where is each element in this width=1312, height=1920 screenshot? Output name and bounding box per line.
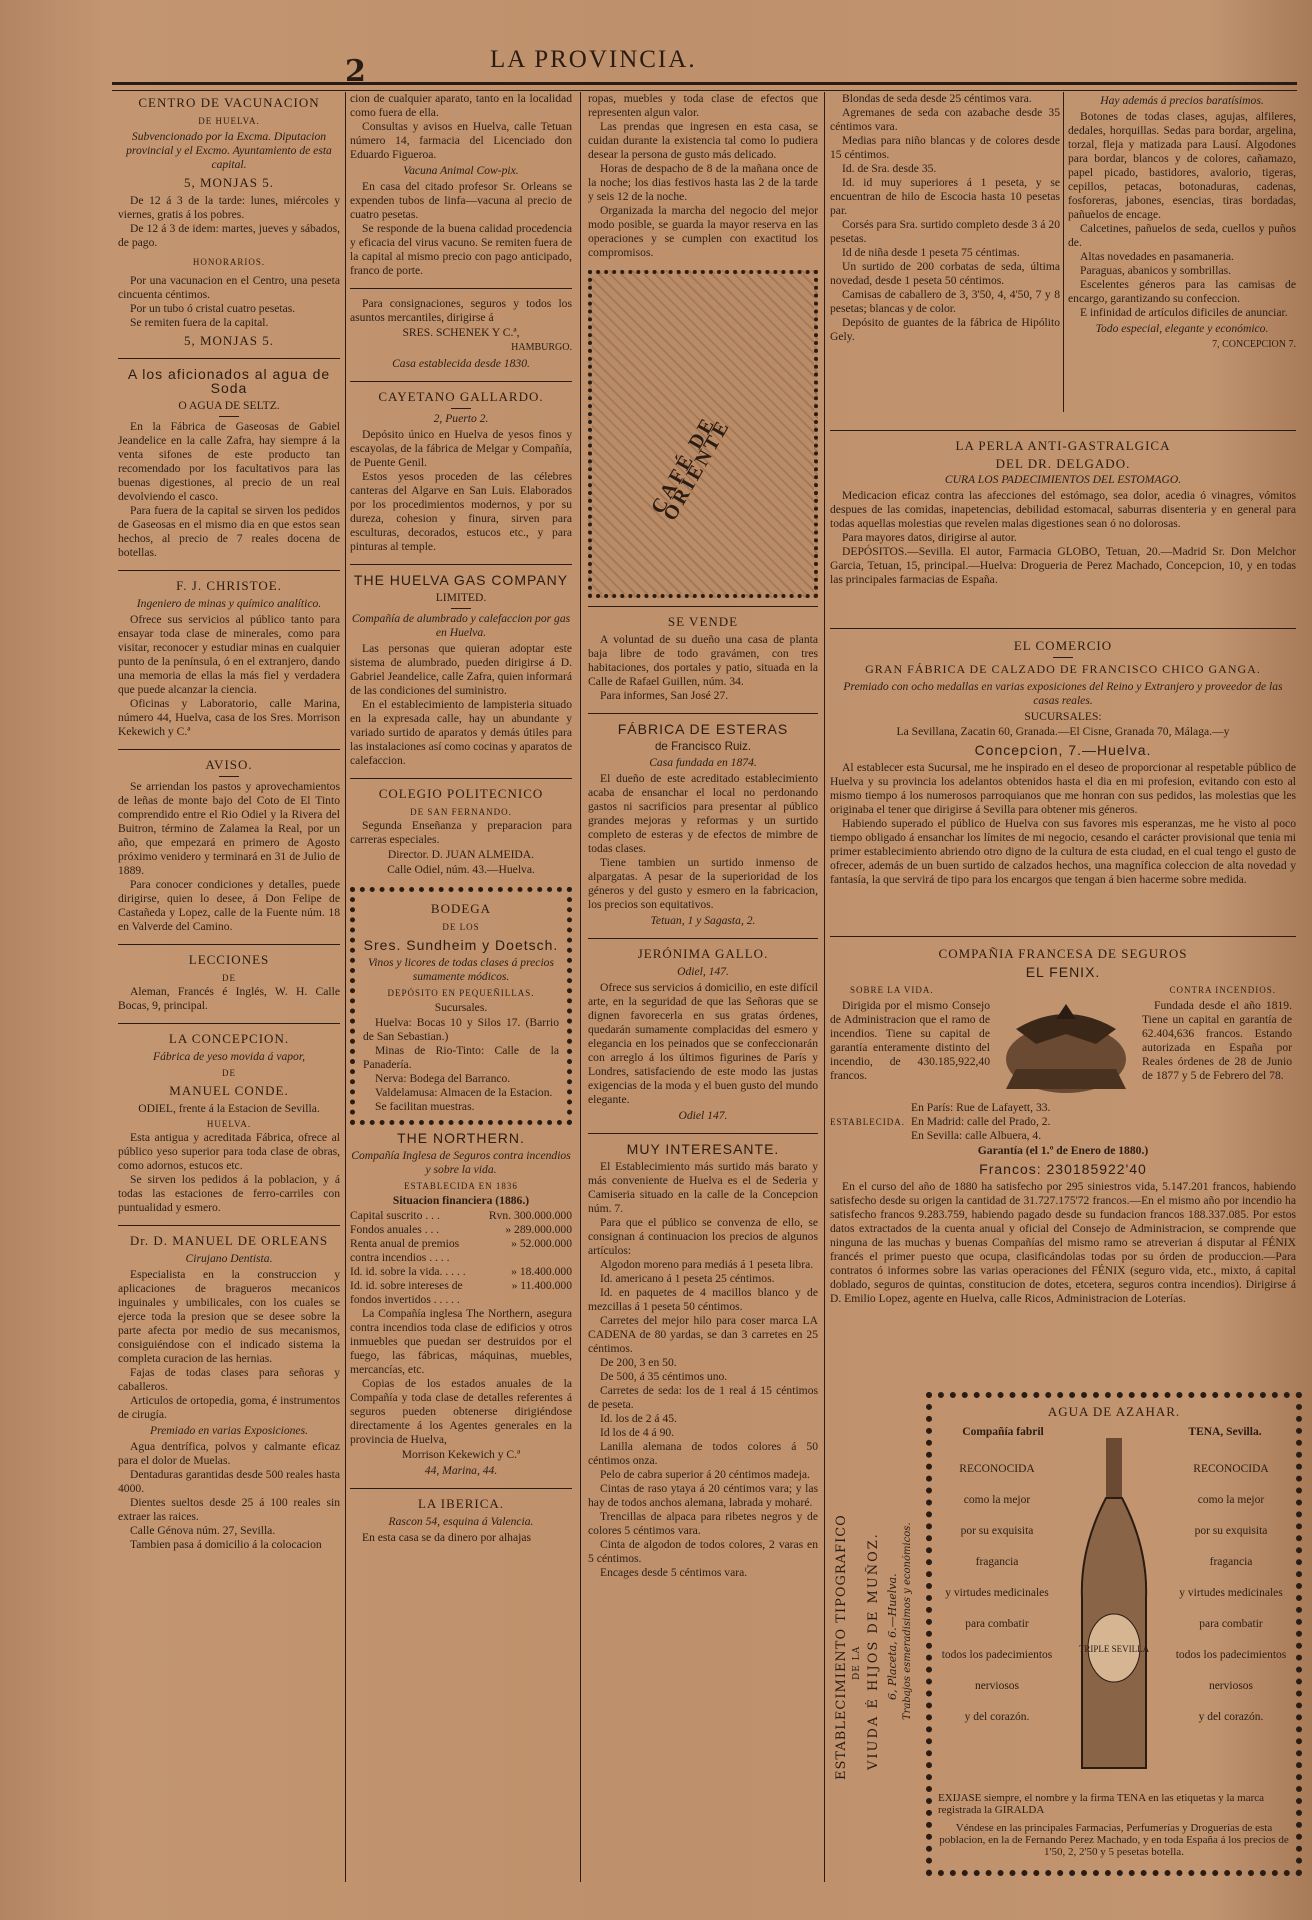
se-vende-ad (588, 615, 818, 703)
iberica-ad (350, 1497, 572, 1545)
aviso-ad (118, 758, 340, 934)
ad-subtitle: DE SAN FERNANDO. (410, 807, 512, 817)
imprenta-line-4: 6, Placeta, 6.—Huelva. (886, 1573, 899, 1700)
ad-note: Casa establecida desde 1830. (392, 357, 530, 370)
orleans-ad (118, 1234, 340, 1552)
ad-address: En París: Rue de Lafayett, 33. (911, 1101, 1051, 1114)
ad-title: MUY INTERESANTE. (626, 1141, 780, 1157)
price-list (588, 1258, 818, 1580)
row-label: Id. id. sobre intereses de fondos invertidos . . . . . (350, 1279, 463, 1306)
ad-text: En la Fábrica de Gaseosas de Gabiel Jeandelice en la calle Zafra, hay siempre á la venta sifones de este producto tan recomendado por los facultativos para las buenas digestiones, al precio de un real devolviendo el casco. (118, 420, 340, 503)
divider (118, 1023, 340, 1024)
dash (1053, 657, 1073, 658)
ad-subtitle: DE (222, 1068, 236, 1078)
ad-text: Depósito único en Huelva de yesos finos y escayolas, de la fábrica de Melgar y Compañía, de Puente Genil. (350, 428, 572, 469)
ad-text: En casa del citado profesor Sr. Orleans se expenden tubos de linfa—vacuna al precio de cuatro pesetas. (350, 180, 572, 221)
muy-interesante-ad (588, 1142, 818, 1580)
ad-name: MANUEL CONDE. (169, 1083, 289, 1098)
ad-text: Huelva: Bocas 10 y Silos 17. (Barrio de San Sebastian.) (363, 1016, 559, 1043)
ad-text: Organizada la marcha del negocio del mejor modo posible, se guarda la mayor reserva en las operaciones y se cumplen con exactitud los compromisos. (588, 204, 818, 259)
ad-text: Dientes sueltos desde 25 á 100 reales sin extraer las raices. (118, 1496, 340, 1523)
list-item: Pelo de cabra superior á 20 céntimos madeja. (600, 1468, 810, 1481)
price-list (830, 92, 1060, 344)
ad-title: SE VENDE (667, 614, 739, 629)
ad-subtitle: Cirujano Dentista. (185, 1252, 273, 1265)
masthead-title: LA PROVINCIA. (490, 46, 697, 73)
ad-text: La Compañía inglesa The Northern, asegura contra incendios toda clase de edificios y otros inmuebles que puedan ser destruidos por el fuego, las fábricas, máquinas, muebles, mercancías, etc. (350, 1307, 572, 1376)
divider (118, 1225, 340, 1226)
fenix-ad (830, 936, 1296, 1306)
imprenta-line-1: ESTABLECIMIENTO TIPOGRAFICO (834, 1514, 849, 1780)
ad-heading: DEPÓSITO EN PEQUEÑILLAS. (387, 988, 535, 998)
christoe-ad (118, 579, 340, 739)
ad-subtitle: Compañía Inglesa de Seguros contra incendios y sobre la vida. (351, 1149, 571, 1176)
ad-title: BODEGA (430, 901, 492, 916)
ad-name: SRES. SCHENEK Y C.ª, (402, 326, 520, 339)
gallo-ad (588, 947, 818, 1123)
ad-subtitle: de Francisco Ruiz. (654, 740, 751, 753)
ad-text: Se facilitan muestras. (375, 1100, 475, 1113)
ad-text: Consultas y avisos en Huelva, calle Tetuan número 14, farmacia del Licenciado don Eduardo Figueroa. (350, 120, 572, 161)
list-item: como la mejor (963, 1494, 1031, 1506)
list-item: y del corazón. (1198, 1711, 1264, 1723)
ad-address: 5, MONJAS 5. (183, 175, 274, 190)
list-item: Cintas de raso ytaya á 20 céntimos vara; y las hay de todos anchos alemana, labrada y moharé. (588, 1482, 818, 1509)
ad-name: EL FENIX. (1025, 964, 1101, 980)
ad-title: A los aficionados al agua de Soda (127, 366, 331, 396)
ad-text: Medicacion eficaz contra las afecciones del estómago, sea dolor, acedia ó vinagres, vómitos despues de las comidas, inapetencias, debilidad estomacal, saburras disenteria y en general para todas aquellas molestias que revelen malas digestiones sean ó no dolorosas. (830, 489, 1296, 530)
ad-text: Las prendas que ingresen en esta casa, se cuidan durante la existencia tal como lo pudiera desear la persona de gusto más delicado. (588, 120, 818, 161)
row-label: Id. id. sobre la vida. . . . . (350, 1265, 466, 1278)
ad-text: Se sirven los pedidos á la poblacion, y á todas las estaciones de ferro-carriles con puntualidad y esmero. (118, 1173, 340, 1214)
list-item: Id. de Sra. desde 35. (842, 162, 937, 175)
agua-azahar-ad (926, 1392, 1302, 1876)
ad-text: Al establecer esta Sucursal, me he inspirado en el deseo de proporcionar al respetable público de Huelva y su provincia los adelantos obtenidos hasta el dia en mi profesion, evitando con esto al mismo tiempo á los numerosos parroquianos que me honran con sus pedidos, las molestias que les originaba el tener que dirigirse á Sevilla para obtener mis géneros. (830, 761, 1296, 816)
list-item: Depósito de guantes de la fábrica de Hipólito Gely. (830, 316, 1060, 343)
divider (350, 778, 572, 779)
bodega-ad (350, 887, 572, 1125)
dash (451, 408, 471, 409)
divider (350, 564, 572, 565)
ad-address: La Sevillana, Zacatin 60, Granada.—El Cisne, Granada 70, Málaga.—y (896, 725, 1230, 738)
table-row (350, 1279, 572, 1307)
ad-text: Tambien pasa á domicilio á la colocacion (130, 1538, 322, 1551)
ad-text: EXIJASE siempre, el nombre y la firma TENA en las etiquetas y la marca registrada la GIRALDA (938, 1792, 1265, 1816)
divider (350, 288, 572, 289)
ad-text: Dirigida por el mismo Consejo de Administracion que el ramo de incendios. Tiene su capital de garantía enteramente distinto del incendio, de 430.185,922,40 francos. (830, 999, 990, 1082)
gallardo-ad (350, 390, 572, 554)
comercio-ad (830, 628, 1296, 887)
row-value: » 11.400.000 (511, 1279, 572, 1292)
ad-text: El dueño de este acreditado establecimiento acaba de ensanchar el local no perdonando gastos ni sacrificios para presentar al público grandes mejoras y reformas y un surtido completo de esteras y de efectos de mimbre de todas clases. (588, 772, 818, 855)
ad-text: Se remiten fuera de la capital. (130, 316, 269, 329)
ad-amount: Francos: 230185922'40 (979, 1161, 1147, 1177)
ad-title: AGUA DE AZAHAR. (1047, 1404, 1181, 1419)
column-divider (345, 92, 346, 1882)
column-2 (350, 92, 572, 1882)
list-item: nerviosos (1208, 1680, 1254, 1692)
ad-subtitle: Fábrica de yeso movida á vapor, (153, 1050, 305, 1063)
divider (118, 358, 340, 359)
ad-text: E infinidad de artículos dificiles de anunciar. (1080, 306, 1288, 319)
soda-ad (118, 367, 340, 560)
ad-heading: Sucursales. (434, 1001, 488, 1014)
ad-heading: Hay además á precios baratísimos. (1100, 94, 1264, 107)
ad-subtitle: Ingeniero de minas y químico analítico. (136, 597, 322, 610)
ad-label: SOBRE LA VIDA. (850, 985, 934, 995)
ad-title: JERÓNIMA GALLO. (637, 946, 769, 961)
table-row (350, 1223, 572, 1237)
list-item: y del corazón. (964, 1711, 1030, 1723)
list-item: RECONOCIDA (959, 1463, 1035, 1475)
ad-title: LA CONCEPCION. (168, 1031, 290, 1046)
list-item: para combatir (965, 1618, 1029, 1630)
list-item: De 500, á 35 céntimos uno. (600, 1370, 728, 1383)
ad-text: Especialista en la construccion y aplicaciones de bragueros mecanicos inguinales y umbilicales, con los cuales se ejerce toda la presion que se desee sobre la parte afecta por medio de sus mecanismos, consiguiéndose con el indicado sistema la completa curacion de las hernias. (118, 1268, 340, 1365)
ad-text: Para mayores datos, dirigirse al autor. (842, 531, 1017, 544)
ad-heading: Garantía (el 1.º de Enero de 1880.) (977, 1144, 1149, 1157)
divider (588, 713, 818, 714)
ad-text: Tiene tambien un surtido inmenso de alpargatas. A pesar de la superioridad de los géneros y del gusto y esmero en la fabricacion, los precios son equitativos. (588, 856, 818, 911)
ad-title: COLEGIO POLITECNICO (378, 786, 544, 801)
ad-text: Premiado en varias Exposiciones. (150, 1424, 308, 1437)
orleans-continued (350, 92, 572, 278)
ad-subtitle: GRAN FÁBRICA DE CALZADO DE FRANCISCO CHICO GANGA. (865, 662, 1261, 676)
ad-text: Ofrece sus servicios á domicilio, en este difícil arte, en la seguridad de que las Señoras que se dignen favorecerla en sus gratas órdenes, quedarán sumamente complacidas del esmero y elegancia en los peinados que se confeccionarán con arreglo á los últimos figurines de París y Londres, satisfaciendo de este modo las justas exigencias de la moda y el buen gusto del mundo elegante. (588, 981, 818, 1106)
list-item: Lanilla alemana de todos colores á 50 céntimos onza. (588, 1440, 818, 1467)
ad-text: Por un tubo ó cristal cuatro pesetas. (130, 302, 296, 315)
ad-note: Subvencionado por la Excma. Diputacion provincial y el Excmo. Ayuntamiento de esta capital. (126, 130, 332, 171)
ad-text: Habiendo superado el público de Huelva con sus favores mis esperanzas, me he visto al poco tiempo obligado á ensanchar los límites de mi negocio, cesando el carácter provisional que tenia mi primer establecimiento abriendo otro digno de la cultura de esta ciudad, en el cual tengo el gusto de ofrecer, además de un buen surtido de calzados hechos, una magnífica coleccion de alta novedad y fantasía, la que servirá de tipo para los encargos que tengan á bien hacerme sobre medida. (830, 817, 1296, 886)
iberica-continued (588, 92, 818, 260)
ad-text: Director. D. JUAN ALMEIDA. (387, 848, 535, 861)
perla-ad (830, 430, 1296, 587)
northern-ad (350, 1131, 572, 1478)
divider (588, 606, 818, 607)
ad-subtitle: DE LOS (442, 922, 480, 932)
ad-text: Dentaduras garantidas desde 500 reales hasta 4000. (118, 1468, 340, 1495)
ad-title: CAYETANO GALLARDO. (378, 389, 544, 404)
list-item: Agremanes de seda con azabache desde 35 céntimos vara. (830, 106, 1060, 133)
ad-subtitle: O AGUA DE SELTZ. (178, 399, 280, 412)
ad-address: Odiel, 147. (677, 965, 729, 978)
vaccination-ad (118, 96, 340, 348)
ad-heading: TENA, Sevilla. (1188, 1426, 1262, 1438)
ad-text: Minas de Rio-Tinto: Calle de la Panadería. (363, 1044, 559, 1071)
ad-text: Para fuera de la capital se sirven los pedidos de Gaseosas en el mismo dia en que estos sean hechos, al precio de 7 reales docena de botellas. (118, 504, 340, 559)
ad-text: Agua dentrífica, polvos y calmante eficaz para el dolor de Muelas. (118, 1440, 340, 1467)
imprenta-line-2: DE LA (852, 1645, 862, 1680)
ad-text: Valdelamusa: Almacen de la Estacion. (375, 1086, 553, 1099)
ad-text: Para conocer condiciones y detalles, puede dirigirse, quien lo desee, á Don Felipe de Castañeda y Lopez, calle de la Fuente núm. 18 en Valverde del Camino. (118, 878, 340, 933)
list-item: Un surtido de 200 corbatas de seda, última novedad, desde 1 peseta 50 céntimos. (830, 260, 1060, 287)
divider (350, 381, 572, 382)
list-item: Algodon moreno para mediás á 1 peseta libra. (600, 1258, 814, 1271)
ad-agent: Morrison Kekewich y C.ª (401, 1448, 521, 1461)
list-item: nerviosos (974, 1680, 1020, 1692)
ad-text: Esta antigua y acreditada Fábrica, ofrece al público yeso superior para toda clase de obras, como adornos, estucos etc. (118, 1131, 340, 1172)
list-item: Camisas de caballero de 3, 3'50, 4, 4'50, 7 y 8 pesetas; blancas y de color. (830, 288, 1060, 315)
ad-note: Casa fundada en 1874. (649, 756, 757, 769)
ad-text: En el curso del año de 1880 ha satisfecho por 295 siniestros vida, 5.147.201 francos, habiendo satisfecho desde su origen la cantidad de 31.727.175'72 francos.—En el mismo año por incendio ha satisfecho francos 9.283.759, habiendo pagado desde su fundacion francos 188.337.085. Por estos datos extractados de la cuenta anual y oficial del Consejo de Administracion, se comprende que ninguna de las muchas y buenas Compañías del mismo ramo se atreverian á disputar al FÉNIX francés el primer puesto que ocupa, clasificándolas todas por su órden de produccion.—Para contratos ó informes sobre las varias operaciones del FÉNIX (seguro vida, etc., mixto, á capital doblado, seguros de quintas, constitucion de dotes, etcetera, seguros contra incendios). Dirigirse á D. Emilio Lopez, agente en Huelva, calle Ricos, Administracion de Loterías. (830, 1180, 1296, 1305)
ad-text: Escelentes géneros para las camisas de encargo, garantizando su confeccion. (1068, 278, 1296, 305)
ad-text: Para informes, San José 27. (600, 689, 729, 702)
list-item: todos los padecimientos (1175, 1649, 1287, 1661)
ad-address: Odiel 147. (678, 1109, 728, 1122)
ad-address: En Madrid: calle del Prado, 2. (911, 1115, 1051, 1128)
dash (219, 776, 239, 777)
list-item: Id. americano á 1 peseta 25 céntimos. (600, 1272, 775, 1285)
ad-text: Calle Génova núm. 27, Sevilla. (130, 1524, 276, 1537)
list-item: Encages desde 5 céntimos vara. (600, 1566, 748, 1579)
ad-name: Sres. Sundheim y Doetsch. (363, 937, 559, 953)
ad-text: Las personas que quieran adoptar este sistema de alumbrado, pueden dirigirse á D. Gabriel Jeandelice, calle Zafra, quien informará de las condiciones del suministro. (350, 642, 572, 697)
bottle-label: TRIPLE SEVILLA (1078, 1644, 1150, 1654)
ad-text: Segunda Enseñanza y preparacion para carreras especiales. (350, 819, 572, 846)
list-item: Carretes de seda: los de 1 real á 15 céntimos de peseta. (588, 1384, 818, 1411)
ad-address: 5, MONJAS 5. (183, 333, 274, 348)
ad-text: ropas, muebles y toda clase de efectos que representen algun valor. (588, 92, 818, 119)
financial-table (350, 1209, 572, 1307)
ad-text: En el establecimiento de lampisteria situado en la expresada calle, hay un abundante y variado surtido de aparatos y demás útiles para las instalaciones así como cocinas y aparatos de calefaccion. (350, 698, 572, 767)
ad-text: cion de cualquier aparato, tanto en la localidad como fuera de ella. (350, 92, 572, 119)
list-item: Trencillas de alpaca para ribetes negros y de colores 5 céntimos vara. (588, 1510, 818, 1537)
ad-title: LECCIONES (188, 952, 270, 967)
ad-text: Véndese en las principales Farmacias, Perfumerías y Droguerías de esta poblacion, en la de Fernando Perez Machado, y en toda España á los precios de 1'50, 2, 2'50 y 5 pesetas botella. (939, 1822, 1289, 1858)
ad-title: COMPAÑIA FRANCESA DE SEGUROS (938, 946, 1188, 961)
list-item: fragancia (975, 1556, 1019, 1568)
list-item: De 200, 3 en 50. (600, 1356, 677, 1369)
column-divider (580, 92, 581, 1882)
page-number: 2 (345, 54, 366, 89)
list-item: Blondas de seda desde 25 céntimos vara. (842, 92, 1032, 105)
ad-address: 44, Marina, 44. (424, 1464, 498, 1477)
column-divider (824, 92, 825, 1882)
row-value: » 52.000.000 (511, 1237, 572, 1250)
divider (118, 944, 340, 945)
list-item: Cinta de algodon de todos colores, 2 varas en 5 céntimos. (588, 1538, 818, 1565)
dash (219, 416, 239, 417)
row-value: » 18.400.000 (511, 1265, 572, 1278)
ad-heading: Compañía fabril (962, 1426, 1044, 1438)
ad-text: Horas de despacho de 8 de la mañana once de la noche; los dias festivos hasta las 2 de la tarde y seis 12 de la noche. (588, 162, 818, 203)
ad-text: Para que el público se convenza de ello, se consignan á continuacion los precios de algunos artículos: (588, 1216, 818, 1257)
ad-label: ESTABLECIDA. (830, 1117, 906, 1127)
ad-title: LA IBERICA. (417, 1496, 505, 1511)
ad-subtitle: Premiado con ocho medallas en varias exposiciones del Reino y Extranjero y proveedor de las casas reales. (843, 680, 1283, 707)
ad-address: 7, CONCEPCION 7. (1212, 339, 1296, 350)
ad-label: CONTRA INCENDIOS. (1169, 985, 1276, 995)
ad-column-right (1166, 1454, 1296, 1733)
divider (118, 570, 340, 571)
ad-text: Fajas de todas clases para señoras y caballeros. (118, 1366, 340, 1393)
imprenta-line-3: VIUDA É HIJOS DE MUÑOZ. (866, 1532, 881, 1770)
list-item: Medias para niño blancas y de colores desde 15 céntimos. (830, 134, 1060, 161)
ad-text: Fundada desde el año 1819. Tiene un capital en garantía de 62.404,636 francos. Estando autorizada en España por Reales órdenes de 28 de Junio de 1877 y 5 de Febrero del 78. (1142, 999, 1292, 1082)
ad-heading: SUCURSALES: (1024, 710, 1102, 723)
row-value: » 289.000.000 (505, 1223, 572, 1236)
ad-address: En Sevilla: calle Albuera, 4. (911, 1129, 1042, 1142)
ad-title: EL COMERCIO (1013, 638, 1113, 653)
ad-text: De 12 á 3 de la tarde: lunes, miércoles y viernes, gratis á los pobres. (118, 194, 340, 221)
ad-address: Concepcion, 7.—Huelva. (974, 742, 1152, 758)
ad-title: CENTRO DE VACUNACION (138, 95, 320, 110)
table-row (350, 1265, 572, 1279)
ad-title: AVISO. (205, 757, 253, 772)
ad-subtitle: Vacuna Animal Cow-pix. (403, 164, 519, 177)
esteras-ad (588, 722, 818, 928)
ad-text: DEPÓSITOS.—Sevilla. El autor, Farmacia GLOBO, Tetuan, 20.—Madrid Sr. Don Melchor Garcia, Tetuan, 15, principal.—Huelva: Drogueria de Perez Machado, Concepcion, 10, y en todas las principales farmacias de España. (830, 545, 1296, 586)
table-row (350, 1209, 572, 1223)
list-item: por su exquisita (1194, 1525, 1268, 1537)
list-item: Carretes del mejor hilo para coser marca LA CADENA de 80 yardas, se dan 3 carretes en 25 céntimos. (588, 1314, 818, 1355)
list-item: para combatir (1199, 1618, 1263, 1630)
ad-subtitle: Vinos y licores de todas clases á precios sumamente módicos. (367, 956, 554, 983)
ad-address: 2, Puerto 2. (433, 412, 489, 425)
ad-text: Todo especial, elegante y económico. (1095, 322, 1269, 335)
stamp-text: CAFÉ DE ORIENTE (646, 412, 735, 525)
cafe-stamp-ad (588, 270, 818, 598)
schenek-ad (350, 297, 572, 371)
ad-text: Paraguas, abanicos y sombrillas. (1080, 264, 1232, 277)
row-label: Renta anual de premios contra incendios . . . . (350, 1237, 460, 1264)
ad-text: Articulos de ortopedia, goma, é instrumentos de cirugía. (118, 1394, 340, 1421)
row-value: Rvn. 300.000.000 (488, 1209, 572, 1222)
list-item: como la mejor (1197, 1494, 1265, 1506)
column-1 (118, 92, 340, 1882)
list-item: Corsés para Sra. surtido completo desde 3 á 20 pesetas. (830, 218, 1060, 245)
divider (588, 938, 818, 939)
masthead-rule (112, 82, 1297, 91)
ad-slogan: CURA LOS PADECIMIENTOS DEL ESTOMAGO. (944, 473, 1182, 486)
ad-subtitle: LIMITED. (435, 591, 487, 604)
ad-text: Calcetines, pañuelos de seda, cuellos y puños de. (1068, 222, 1296, 249)
ad-text: En esta casa se da dinero por alhajas (362, 1531, 532, 1544)
divider (350, 1488, 572, 1489)
ad-title: F. J. CHRISTOE. (176, 578, 282, 593)
ad-heading: HONORARIOS. (192, 257, 266, 267)
ad-text: Por una vacunacion en el Centro, una peseta cincuenta céntimos. (118, 274, 340, 301)
lessons-ad (118, 953, 340, 1013)
ad-heading: Situacion financiera (1886.) (392, 1194, 530, 1207)
divider (118, 749, 340, 750)
ad-address: Tetuan, 1 y Sagasta, 2. (650, 914, 756, 927)
list-item: por su exquisita (960, 1525, 1034, 1537)
ad-text: El Establecimiento más surtido más barato y más conveniente de Huelva es el de Sederia y Camiseria situado en la calle de la Concepcion núm. 7. (588, 1160, 818, 1215)
ad-address: Rascon 54, esquina á Valencia. (388, 1515, 534, 1528)
ad-text: Ofrece sus servicios al público tanto para ensayar toda clase de minerales, como para visitar, reconocer y estudiar minas en cualquier punto de la península, ó en el extranjero, dando una memoria de ellas la más fiel y verdadera que puede alcanzar la ciencia. (118, 613, 340, 696)
ad-column-left (932, 1454, 1062, 1733)
phoenix-icon (996, 999, 1136, 1099)
ad-text: Para consignaciones, seguros y todos los asuntos mercantiles, dirigirse á (350, 297, 572, 324)
ad-text: Oficinas y Laboratorio, calle Marina, número 44, Huelva, casa de los Sres. Morrison Kekewich y C.ª (118, 697, 340, 738)
list-item: Id de niña desde 1 peseta 75 céntimas. (842, 246, 1020, 259)
list-item: y virtudes medicinales (1179, 1587, 1283, 1599)
column-4 (830, 92, 1060, 422)
list-item: RECONOCIDA (1193, 1463, 1269, 1475)
ad-text: Copias de los estados anuales de la Compañía y toda clase de detalles referentes á seguros pueden obtenerse dirigiéndose directamente á los Agentes generales en la provincia de Huelva, (350, 1377, 572, 1446)
ad-subtitle: DEL DR. DELGADO. (995, 456, 1131, 471)
column-divider (1063, 92, 1064, 412)
ad-title: THE HUELVA GAS COMPANY (353, 572, 569, 588)
ad-text: Altas novedades en pasamaneria. (1080, 250, 1234, 263)
ad-text: Se responde de la buena calidad procedencia y eficacia del virus vacuno. Se remiten fuera de la capital al mismo precio con pago anticipado, franco de porte. (350, 222, 572, 277)
row-label: Fondos anuales . . . (350, 1223, 440, 1236)
ad-subtitle: DE HUELVA. (198, 116, 260, 126)
ad-address: ODIEL, frente á la Estacion de Sevilla. (138, 1102, 320, 1115)
table-row (350, 1237, 572, 1265)
gas-company-ad (350, 573, 572, 768)
ad-text: A voluntad de su dueño una casa de planta baja libre de todo gravámen, con tres habitaciones, dos portales y patio, situada en la Calle de Rafael Guillen, núm. 34. (588, 633, 818, 688)
list-item: Id. en paquetes de 4 macillos blanco y de mezcillas á 1 peseta 50 céntimos. (588, 1286, 818, 1313)
ad-text: Aleman, Francés é Inglés, W. H. Calle Bocas, 9, principal. (118, 985, 340, 1012)
list-item: Id los de 4 á 90. (600, 1426, 675, 1439)
column-3 (588, 92, 818, 1882)
ad-city: HAMBURGO. (511, 342, 572, 353)
ad-text: Calle Odiel, núm. 43.—Huelva. (387, 863, 535, 876)
ad-title: Dr. D. MANUEL DE ORLEANS (129, 1233, 329, 1248)
list-item: fragancia (1209, 1556, 1253, 1568)
concepcion-ad (118, 1032, 340, 1215)
ad-text: Nerva: Bodega del Barranco. (375, 1072, 511, 1085)
list-item: todos los padecimientos (941, 1649, 1053, 1661)
bottle-icon (1070, 1438, 1158, 1778)
list-item: Id. los de 2 á 45. (600, 1412, 677, 1425)
colegio-ad (350, 787, 572, 877)
imprenta-line-5: Trabajos esmeradisimos y económicos. (902, 1522, 913, 1720)
ad-text: Estos yesos proceden de las célebres canteras del Algarve en San Luis. Elaborados por los procedimientos modernos, y por su dureza, cohesion y finura, sirven para esculturas, decorados, estucos etc., y para pinturas al temple. (350, 470, 572, 553)
ad-subtitle: ESTABLECIDA EN 1836 (404, 1181, 518, 1191)
ad-title: LA PERLA ANTI-GASTRALGICA (955, 438, 1171, 453)
ad-title: FÁBRICA DE ESTERAS (617, 721, 789, 737)
column-5 (1068, 92, 1296, 422)
ad-subtitle: Compañía de alumbrado y calefaccion por gas en Huelva. (351, 612, 571, 639)
ad-text: Se arriendan los pastos y aprovechamientos de leñas de monte bajo del Coto de El Tinto comprendido entre el Rio Odiel y la Rivera del Buitron, término de Zalamea la Real, por un año, que empezará en primero de Agosto próximo venidero y terminará en 31 de Julio de 1889. (118, 780, 340, 877)
ad-text: Botones de todas clases, agujas, alfileres, dedales, horquillas. Sedas para bordar, argelina, torzal, fleja y matizada para Lausí. Algodones para bordar, blancos y de colores, cañamazo, papel picado, bastidores, avalorio, tigeras, cepillos, petacas, botonaduras, cadenas, fosforeras, jabones, esencias, tiras bordadas, pañuelos de encage. (1068, 110, 1296, 221)
ad-subtitle: DE (222, 973, 236, 983)
row-label: Capital suscrito . . . (350, 1209, 440, 1222)
list-item: y virtudes medicinales (945, 1587, 1049, 1599)
divider (588, 1133, 818, 1134)
ad-title: THE NORTHERN. (397, 1130, 525, 1146)
ad-text: De 12 á 3 de idem: martes, jueves y sábados, de pago. (118, 222, 340, 249)
ad-city: HUELVA. (206, 1119, 252, 1129)
dash (451, 608, 471, 609)
list-item: Id. id muy superiores á 1 peseta, y se encuentran de hilo de Escocia hasta 10 pesetas par. (830, 176, 1060, 217)
